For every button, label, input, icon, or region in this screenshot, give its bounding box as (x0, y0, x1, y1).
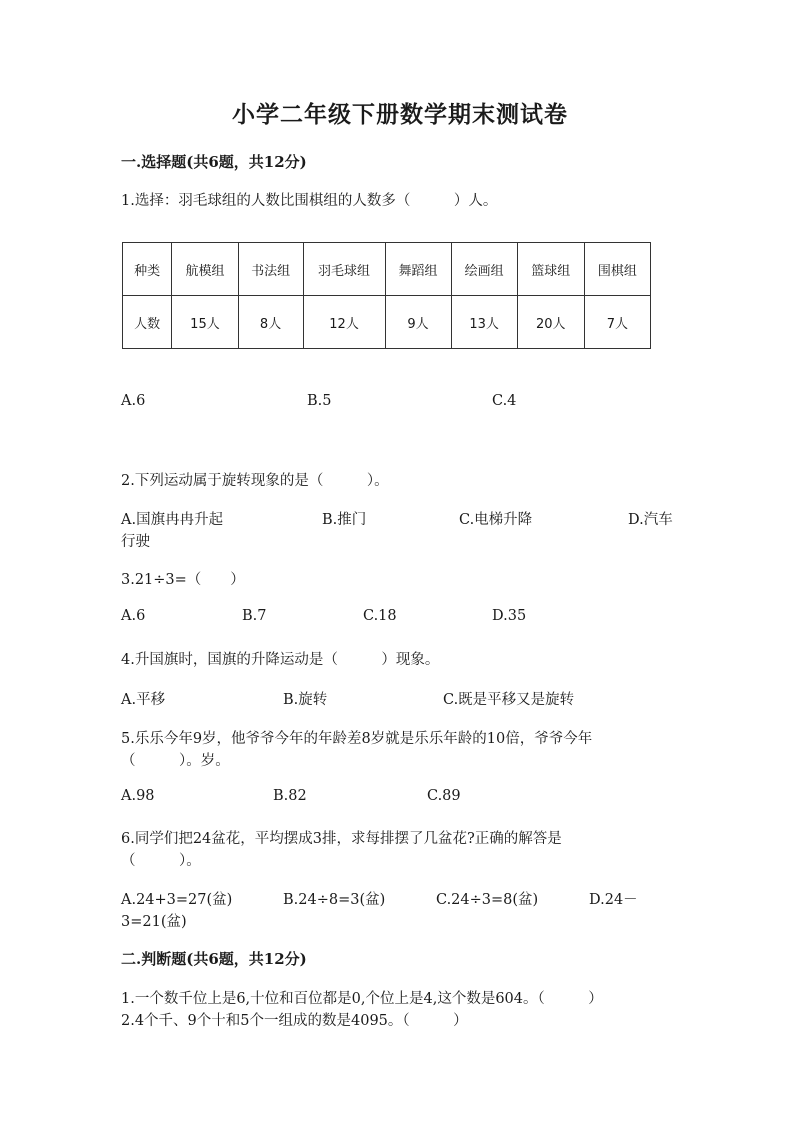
question-5-option-b: B.82 (273, 788, 307, 804)
table-cell: 12人 (303, 296, 385, 349)
question-4-option-b: B.旋转 (283, 692, 328, 708)
question-6-option-a: A.24+3=27(盆) (121, 892, 233, 908)
table-header-cell: 围棋组 (584, 243, 650, 296)
question-6-option-c: C.24÷3=8(盆) (436, 892, 539, 908)
table-row (123, 296, 651, 349)
question-3-option-c: C.18 (363, 608, 397, 624)
table-cell: 8人 (238, 296, 303, 349)
table-header-cell: 书法组 (238, 243, 303, 296)
table-header-cell: 种类 (123, 243, 172, 296)
question-4-text: 4.升国旗时，国旗的升降运动是（ ）现象。 (121, 652, 440, 668)
question-6-text-line1: 6.同学们把24盆花，平均摆成3排，求每排摆了几盆花?正确的解答是 (121, 831, 562, 847)
question-3-option-a: A.6 (121, 608, 146, 624)
question-2-option-a: A.国旗冉冉升起 (121, 512, 224, 528)
question-5-text-line2: （ ）。岁。 (121, 753, 230, 769)
question-6-text-line2: （ ）。 (121, 853, 201, 869)
question-4-option-c: C.既是平移又是旋转 (443, 692, 575, 708)
question-5-option-a: A.98 (121, 788, 155, 804)
question-2-option-d-wrap: 行驶 (121, 534, 150, 550)
question-2-option-c: C.电梯升降 (459, 512, 533, 528)
table-header-cell: 绘画组 (451, 243, 517, 296)
question-3-text: 3.21÷3=（ ） (121, 572, 245, 588)
table-header-row (123, 243, 651, 296)
judgement-1-text: 1.一个数千位上是6,十位和百位都是0,个位上是4,这个数是604。（ ） (121, 991, 603, 1007)
table-header-cell: 舞蹈组 (385, 243, 451, 296)
question-2-text: 2.下列运动属于旋转现象的是（ ）。 (121, 473, 389, 489)
question-1-text: 1.选择：羽毛球组的人数比围棋组的人数多（ ）人。 (121, 193, 498, 209)
section-heading-choice: 一.选择题(共6题，共12分) (121, 153, 307, 171)
table-cell: 13人 (451, 296, 517, 349)
section-heading-judgement: 二.判断题(共6题，共12分) (121, 950, 307, 968)
table-header-cell: 羽毛球组 (303, 243, 385, 296)
question-2-option-b: B.推门 (322, 512, 367, 528)
question-1-option-c: C.4 (492, 393, 517, 409)
question-6-option-d-wrap: 3=21(盆) (121, 914, 187, 930)
judgement-2-text: 2.4个千、9个十和5个一组成的数是4095。（ ） (121, 1013, 468, 1029)
question-5-text-line1: 5.乐乐今年9岁，他爷爷今年的年龄差8岁就是乐乐年龄的10倍，爷爷今年 (121, 731, 593, 747)
question-6-option-b: B.24÷8=3(盆) (283, 892, 386, 908)
question-4-option-a: A.平移 (121, 692, 166, 708)
question-2-option-d: D.汽车 (628, 512, 673, 528)
group-count-table (122, 242, 651, 349)
table-row-label: 人数 (123, 296, 172, 349)
table-header-cell: 篮球组 (517, 243, 584, 296)
question-3-option-b: B.7 (242, 608, 267, 624)
table-cell: 20人 (517, 296, 584, 349)
table-header-cell: 航模组 (172, 243, 238, 296)
table-cell: 9人 (385, 296, 451, 349)
question-3-option-d: D.35 (492, 608, 527, 624)
page-title: 小学二年级下册数学期末测试卷 (232, 101, 568, 128)
question-6-option-d: D.24－ (589, 892, 638, 908)
table-cell: 7人 (584, 296, 650, 349)
question-1-option-b: B.5 (307, 393, 332, 409)
question-1-option-a: A.6 (121, 393, 146, 409)
table-cell: 15人 (172, 296, 238, 349)
question-5-option-c: C.89 (427, 788, 461, 804)
